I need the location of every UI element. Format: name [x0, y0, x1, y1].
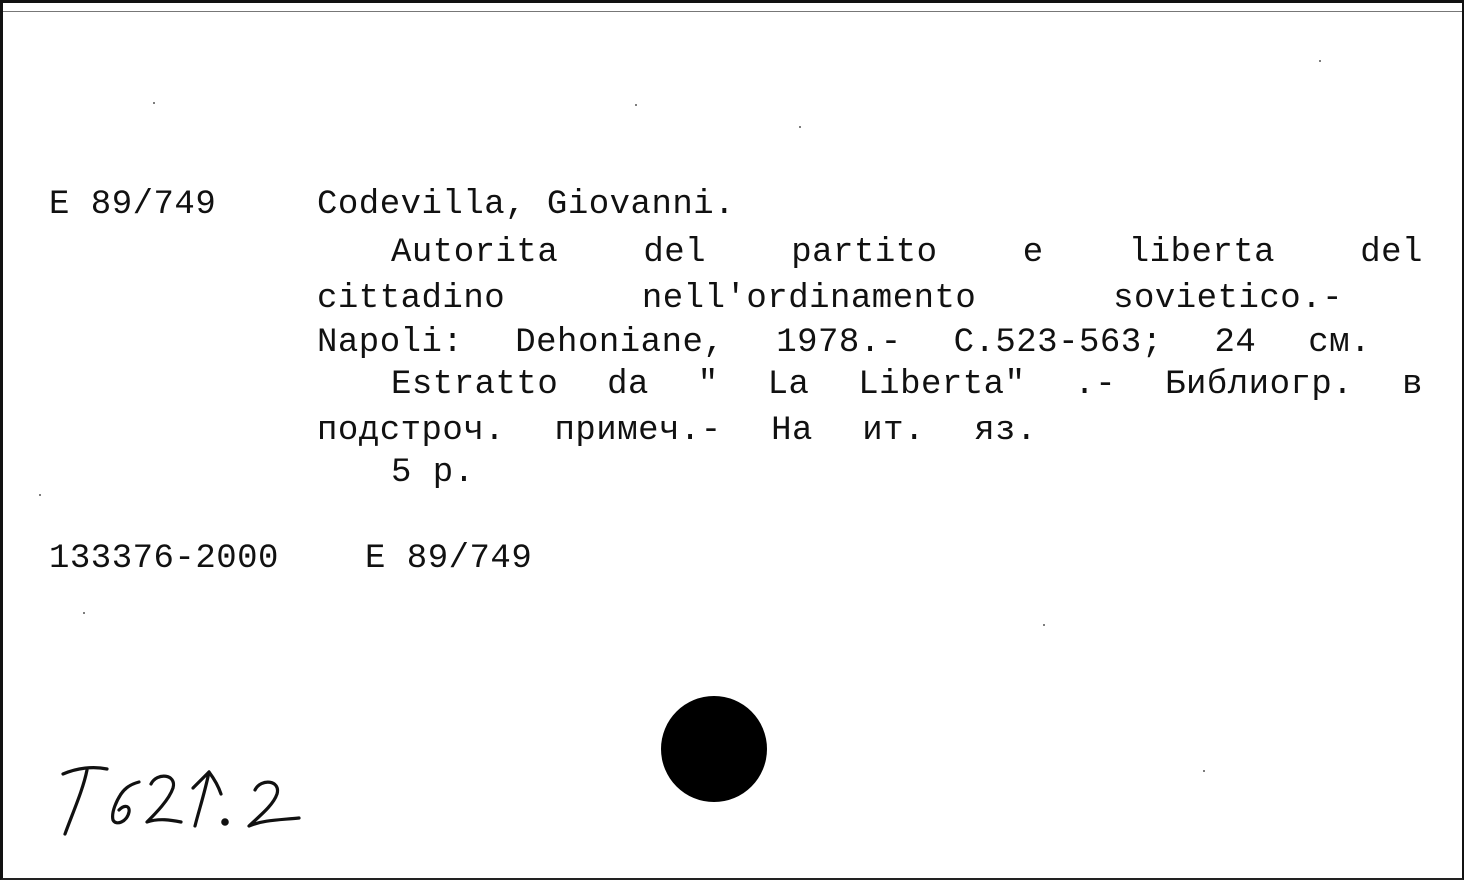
word: Liberta"	[858, 366, 1026, 404]
accession-call-number: E 89/749	[365, 540, 533, 578]
word: Estratto	[391, 366, 559, 404]
word: ит.	[862, 412, 925, 450]
word: примеч.-	[554, 412, 722, 450]
word: da	[607, 366, 649, 404]
price: 5 р.	[391, 454, 475, 492]
dust-speck	[1203, 770, 1205, 772]
card-top-rule	[3, 11, 1464, 12]
handwritten-shelf-mark	[59, 760, 329, 840]
word: liberta	[1128, 234, 1276, 272]
imprint-line	[317, 326, 1371, 360]
word: 1978.-	[776, 324, 902, 362]
word: .-	[1074, 366, 1117, 404]
dust-speck	[799, 126, 801, 128]
word: cittadino	[317, 280, 506, 318]
word: del	[643, 234, 707, 272]
dust-speck	[635, 104, 637, 106]
word: яз.	[974, 412, 1037, 450]
word: Библиогр.	[1165, 366, 1354, 404]
word: Autorita	[391, 234, 559, 272]
word: см.	[1308, 324, 1371, 362]
title-line-1	[391, 236, 1423, 270]
word: sovietico.-	[1113, 280, 1343, 318]
word: nell'ordinamento	[641, 280, 977, 318]
word: e	[1022, 234, 1044, 272]
author-heading: Codevilla, Giovanni.	[317, 186, 736, 224]
title-line-2	[317, 282, 1343, 316]
notes-line-1	[391, 368, 1423, 402]
dust-speck	[153, 102, 155, 104]
word: С.523-563;	[953, 324, 1163, 362]
punch-hole	[661, 696, 767, 802]
notes-line-2	[317, 414, 1037, 448]
word: Dehoniane,	[515, 324, 725, 362]
dust-speck	[1319, 60, 1321, 62]
dust-speck	[83, 612, 85, 614]
word: La	[767, 366, 810, 404]
word: в	[1402, 366, 1423, 404]
dust-speck	[1043, 624, 1045, 626]
word: del	[1360, 234, 1423, 272]
word: 24	[1214, 324, 1257, 362]
word: Napoli:	[317, 324, 464, 362]
dust-speck	[39, 494, 41, 496]
word: На	[771, 412, 813, 450]
word: "	[697, 366, 719, 404]
card-top-edge	[3, 0, 1464, 3]
accession-number: 133376-2000	[49, 540, 279, 578]
word: partito	[791, 234, 938, 272]
call-number: E 89/749	[49, 186, 217, 224]
word: подстроч.	[317, 412, 506, 450]
